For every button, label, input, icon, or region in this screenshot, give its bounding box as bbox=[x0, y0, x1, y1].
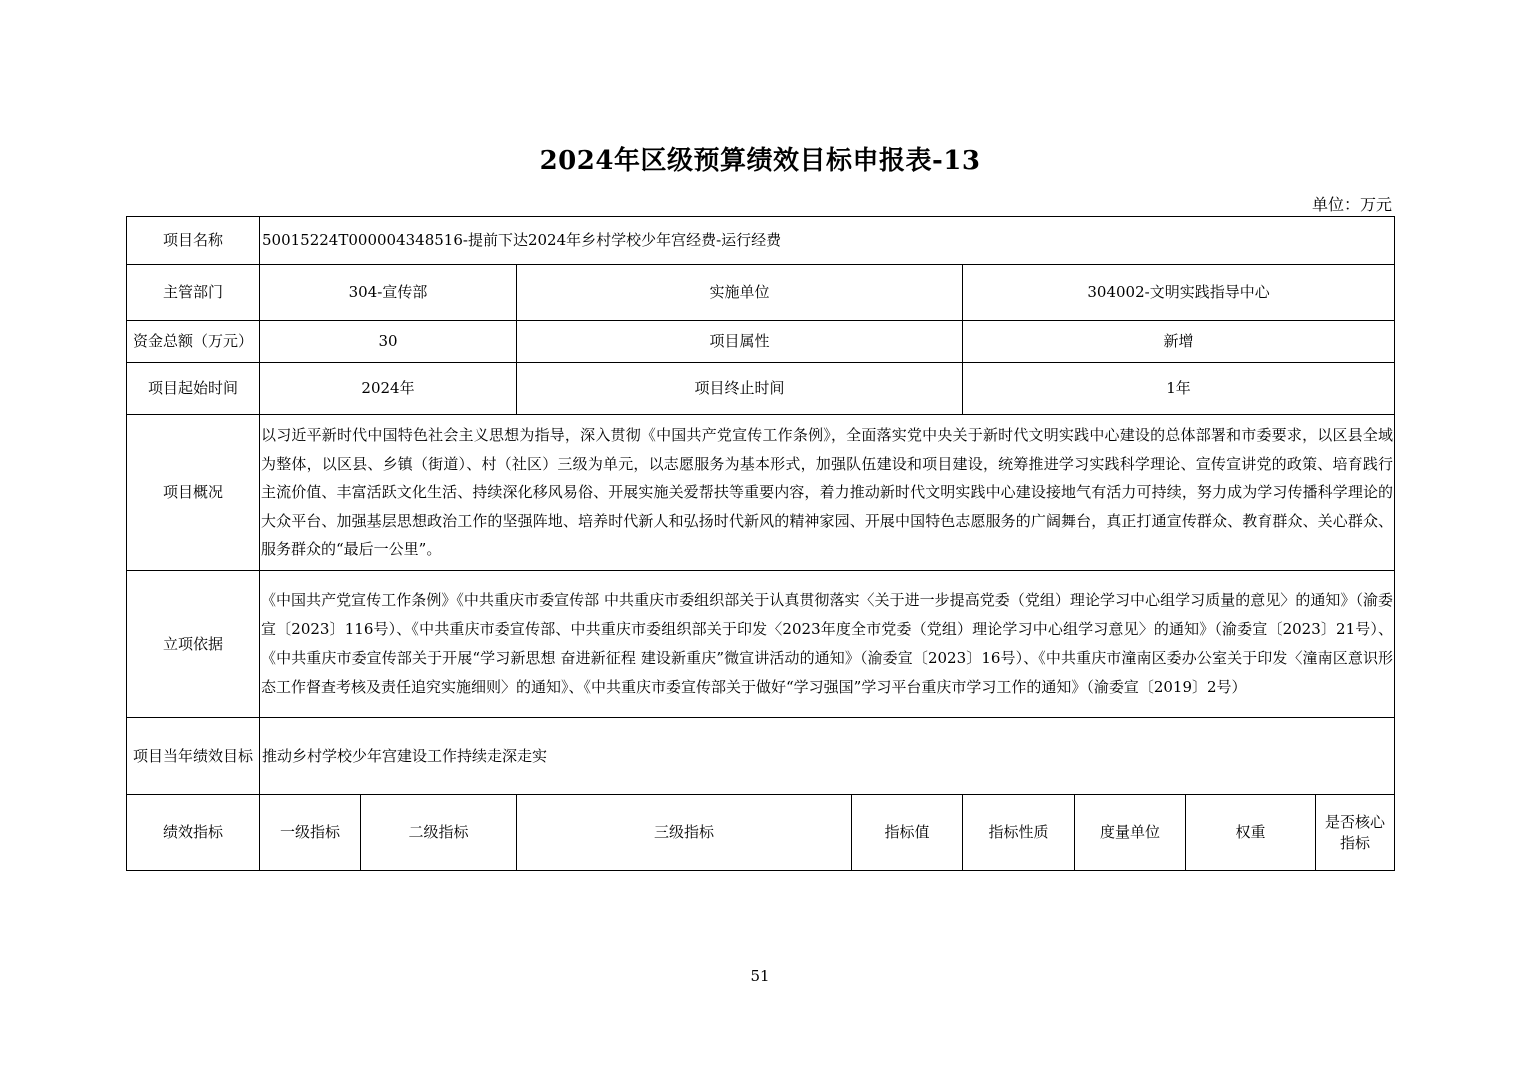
start-time-value: 2024年 bbox=[260, 363, 517, 415]
indicator-header-value: 指标值 bbox=[852, 795, 963, 871]
budget-form-table bbox=[126, 216, 1395, 871]
row-indicators-header bbox=[127, 795, 1395, 871]
basis-label: 立项依据 bbox=[127, 571, 260, 718]
project-name-label: 项目名称 bbox=[127, 217, 260, 265]
project-attribute-label: 项目属性 bbox=[517, 321, 963, 363]
department-label: 主管部门 bbox=[127, 265, 260, 321]
project-attribute-value: 新增 bbox=[963, 321, 1395, 363]
end-time-label: 项目终止时间 bbox=[517, 363, 963, 415]
basis-text: 《中国共产党宣传工作条例》《中共重庆市委宣传部 中共重庆市委组织部关于认真贯彻落实〈关于进一步提高党委（党组）理论学习中心组学习质量的意见〉的通知》（渝委宣〔2023〕116号）、《中共重庆市委宣传部、中共重庆市委组织部关于印发〈2023年度全市党委（党组）理论学习中心组学习意见〉的通知》（渝委宣〔2023〕21号）、《中共重庆市委宣传部关于开展“学习新思想 奋进新征程 建设新重庆”微宣讲活动的通知》（渝委宣〔2023〕16号）、《中共重庆市潼南区委办公室关于印发〈潼南区意识形态工作督查考核及责任追究实施细则〉的通知》、《中共重庆市委宣传部关于做好“学习强国”学习平台重庆市学习工作的通知》（渝委宣〔2019〕2号） bbox=[260, 571, 1395, 718]
row-goal bbox=[127, 718, 1395, 795]
overview-text: 以习近平新时代中国特色社会主义思想为指导，深入贯彻《中国共产党宣传工作条例》，全面落实党中央关于新时代文明实践中心建设的总体部署和市委要求，以区县全域为整体，以区县、乡镇（街道）、村（社区）三级为单元，以志愿服务为基本形式，加强队伍建设和项目建设，统筹推进学习实践科学理论、宣传宣讲党的政策、培育践行主流价值、丰富活跃文化生活、持续深化移风易俗、开展实施关爱帮扶等重要内容，着力推动新时代文明实践中心建设接地气有活力可持续，努力成为学习传播科学理论的大众平台、加强基层思想政治工作的坚强阵地、培养时代新人和弘扬时代新风的精神家园、开展中国特色志愿服务的广阔舞台，真正打通宣传群众、教育群众、关心群众、服务群众的“最后一公里”。 bbox=[260, 415, 1395, 571]
indicator-header-level1: 一级指标 bbox=[260, 795, 361, 871]
row-project-name bbox=[127, 217, 1395, 265]
department-value: 304-宣传部 bbox=[260, 265, 517, 321]
goal-label: 项目当年绩效目标 bbox=[127, 718, 260, 795]
start-time-label: 项目起始时间 bbox=[127, 363, 260, 415]
total-funds-label: 资金总额（万元） bbox=[127, 321, 260, 363]
indicator-header-level2: 二级指标 bbox=[361, 795, 517, 871]
project-name-value: 50015224T000004348516-提前下达2024年乡村学校少年宫经费-运行经费 bbox=[260, 217, 1395, 265]
indicator-header-level3: 三级指标 bbox=[517, 795, 852, 871]
page-title: 2024年区级预算绩效目标申报表-13 bbox=[539, 146, 981, 176]
end-time-value: 1年 bbox=[963, 363, 1395, 415]
indicator-header-weight: 权重 bbox=[1186, 795, 1316, 871]
implementing-unit-value: 304002-文明实践指导中心 bbox=[963, 265, 1395, 321]
goal-text: 推动乡村学校少年宫建设工作持续走深走实 bbox=[260, 718, 1395, 795]
indicator-header-unit: 度量单位 bbox=[1075, 795, 1186, 871]
row-basis bbox=[127, 571, 1395, 718]
row-funds bbox=[127, 321, 1395, 363]
row-department bbox=[127, 265, 1395, 321]
row-time bbox=[127, 363, 1395, 415]
unit-label: 单位：万元 bbox=[1311, 195, 1392, 214]
total-funds-value: 30 bbox=[260, 321, 517, 363]
indicator-header-nature: 指标性质 bbox=[963, 795, 1075, 871]
implementing-unit-label: 实施单位 bbox=[517, 265, 963, 321]
indicators-label: 绩效指标 bbox=[127, 795, 260, 871]
row-overview bbox=[127, 415, 1395, 571]
page-number: 51 bbox=[750, 967, 770, 985]
overview-label: 项目概况 bbox=[127, 415, 260, 571]
indicator-header-core: 是否核心指标 bbox=[1316, 795, 1395, 871]
